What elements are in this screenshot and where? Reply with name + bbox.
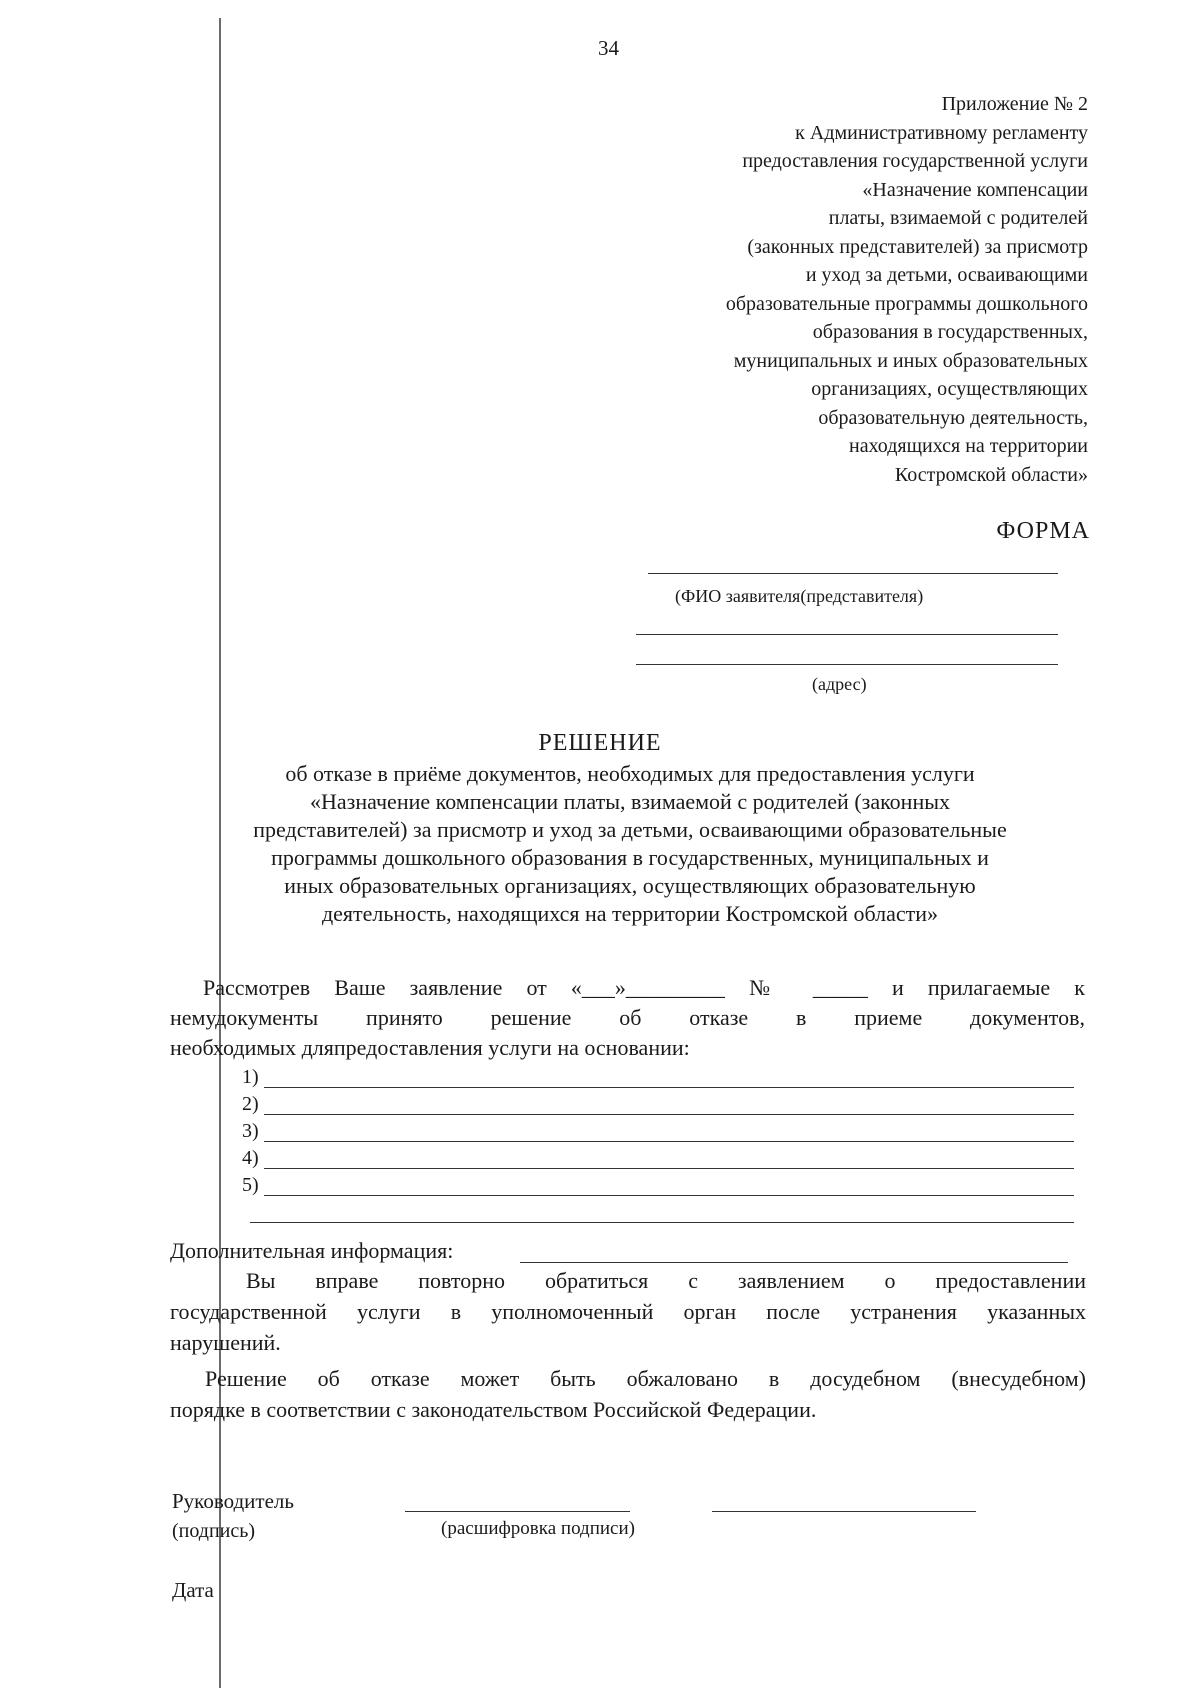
annex-line: муниципальных и иных образовательных [733, 349, 1088, 372]
decoding-line [712, 1511, 976, 1512]
annex-line: и уход за детьми, осваивающими [805, 264, 1088, 286]
reason-line [264, 1195, 1074, 1196]
annex-line: платы, взимаемой с родителей [828, 207, 1088, 229]
appeal-line: порядке в соответствии с законодательством Российской Федерации. [170, 1397, 817, 1422]
reason-number: 2) [242, 1093, 259, 1115]
reason-extra-line [250, 1222, 1074, 1223]
additional-info-label: Дополнительная информация: [170, 1238, 454, 1263]
subtitle-line: «Назначение компенсации платы, взимаемой с родителей (законных [309, 789, 950, 814]
head-label: Руководитель [172, 1489, 294, 1513]
annex-line: Костромской области» [894, 463, 1088, 486]
decision-title: РЕШЕНИЕ [538, 730, 662, 756]
address-line-2 [636, 664, 1058, 665]
reason-line [264, 1141, 1074, 1142]
annex-line: образовательную деятельность, [818, 406, 1088, 429]
subtitle-line: иных образовательных организациях, осуществляющих образовательную [284, 873, 976, 898]
annex-line: находящихся на территории [848, 435, 1088, 457]
annex-line: организациях, осуществляющих [811, 378, 1088, 400]
reapply-line: Вы вправе повторно обратиться с заявлением о предоставлении [246, 1268, 1086, 1293]
annex-line: (законных представителей) за присмотр [747, 235, 1088, 258]
annex-line: предоставления государственной услуги [742, 150, 1088, 172]
reapply-line: государственной услуги в уполномоченный орган после устранения указанных [170, 1299, 1086, 1324]
additional-info-line [520, 1262, 1068, 1263]
address-line-1 [636, 634, 1058, 635]
subtitle-line: об отказе в приёме документов, необходимых для предоставления услуги [285, 761, 975, 786]
body-line: немудокументы принято решение об отказе в приеме документов, [170, 1005, 1085, 1030]
subtitle-line: деятельность, находящихся на территории Костромской области» [321, 901, 939, 926]
address-caption: (адрес) [812, 674, 867, 694]
applicant-name-line [648, 573, 1058, 574]
decision-subtitle [170, 760, 1090, 928]
annex-line: Приложение № 2 [941, 93, 1088, 115]
signature-line [405, 1511, 630, 1512]
annex-line: образовательные программы дошкольного [725, 292, 1088, 315]
reason-number: 3) [242, 1120, 259, 1142]
decoding-caption: (расшифровка подписи) [441, 1518, 635, 1539]
applicant-caption: (ФИО заявителя(представителя) [675, 586, 924, 606]
subtitle-line: программы дошкольного образования в государственных, муниципальных и [271, 845, 989, 870]
date-label: Дата [172, 1578, 214, 1602]
reapply-line: нарушений. [170, 1330, 281, 1355]
reason-line [264, 1114, 1074, 1115]
subtitle-line: представителей) за присмотр и уход за детьми, осваивающими образовательные [253, 817, 1007, 842]
page-number: 34 [598, 36, 619, 60]
reason-line [264, 1087, 1074, 1088]
reason-number: 4) [242, 1147, 259, 1169]
annex-line: к Административному регламенту [795, 121, 1088, 144]
form-label: ФОРМА [996, 518, 1090, 544]
reason-number: 1) [242, 1066, 259, 1088]
annex-header [568, 90, 1088, 489]
body-line: Рассмотрев Ваше заявление от «___»_________ № _____ и прилагаемые к [203, 975, 1085, 1000]
signature-caption: (подпись) [172, 1520, 256, 1542]
annex-line: «Назначение компенсации [862, 178, 1088, 201]
reason-line [264, 1168, 1074, 1169]
annex-line: образования в государственных, [812, 321, 1088, 343]
appeal-line: Решение об отказе может быть обжаловано в досудебном (внесудебном) [205, 1366, 1086, 1391]
reason-number: 5) [242, 1174, 259, 1196]
body-line: необходимых дляпредоставления услуги на основании: [170, 1035, 690, 1060]
